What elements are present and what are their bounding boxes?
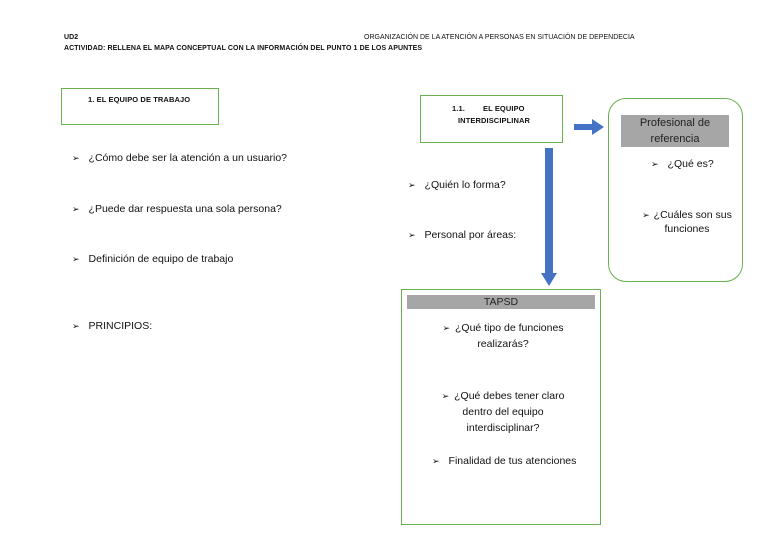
- arrow-bullet-icon: ➢: [72, 254, 80, 264]
- arrow-bullet-icon: ➢: [72, 321, 80, 331]
- team-title: 1. EL EQUIPO DE TRABAJO: [88, 95, 191, 104]
- arrow-bullet-icon: ➢: [442, 323, 450, 333]
- right-arrow-icon: [574, 119, 604, 137]
- list-item: ➢ ¿Qué es?: [651, 158, 714, 170]
- arrow-bullet-icon: ➢: [72, 204, 80, 214]
- tapsd-box: [401, 289, 601, 525]
- list-item: ➢ ¿Quién lo forma?: [408, 179, 506, 191]
- list-item: ➢ PRINCIPIOS:: [72, 320, 153, 332]
- reference-professional-title: Profesional de referencia: [621, 115, 729, 147]
- arrow-bullet-icon: ➢: [651, 159, 659, 169]
- activity-instruction: ACTIVIDAD: RELLENA EL MAPA CONCEPTUAL CON LA INFORMACIÓN DEL PUNTO 1 DE LOS APUNTES: [64, 45, 423, 52]
- reference-professional-box: [608, 98, 743, 282]
- interdisciplinary-title-line2: INTERDISCIPLINAR: [458, 116, 531, 125]
- unit-label: UD2: [64, 34, 79, 41]
- list-item: ➢ ¿Qué tipo de funciones realizarás?: [442, 322, 564, 350]
- arrow-bullet-icon: ➢: [408, 180, 416, 190]
- arrow-bullet-icon: ➢: [72, 153, 80, 163]
- list-item: ➢ Personal por áreas:: [408, 229, 517, 241]
- arrow-bullet-icon: ➢: [441, 391, 450, 401]
- list-item: ➢ Definición de equipo de trabajo: [72, 253, 234, 265]
- section-number: 1.1.: [452, 104, 465, 113]
- module-title: ORGANIZACIÓN DE LA ATENCIÓN A PERSONAS EN SITUACIÓN DE DEPENDECIA: [364, 34, 635, 41]
- list-item: ➢ Finalidad de tus atenciones: [432, 455, 577, 467]
- team-title-box: [61, 88, 219, 125]
- list-item: ➢ ¿Cómo debe ser la atención a un usuario?: [72, 152, 288, 164]
- arrow-bullet-icon: ➢: [432, 456, 440, 466]
- arrow-bullet-icon: ➢: [642, 210, 650, 220]
- list-item: ➢ ¿Qué debes tener claro dentro del equipo interdisciplinar?: [441, 390, 565, 434]
- list-item: ➢ ¿Cuáles son sus funciones: [642, 209, 732, 235]
- tapsd-title: TAPSD: [407, 295, 595, 309]
- interdisciplinary-title-box: [420, 95, 563, 143]
- down-arrow-icon: [540, 148, 558, 288]
- list-item: ➢ ¿Puede dar respuesta una sola persona?: [72, 203, 282, 215]
- interdisciplinary-title-line1: EL EQUIPO: [483, 104, 525, 113]
- arrow-bullet-icon: ➢: [408, 230, 416, 240]
